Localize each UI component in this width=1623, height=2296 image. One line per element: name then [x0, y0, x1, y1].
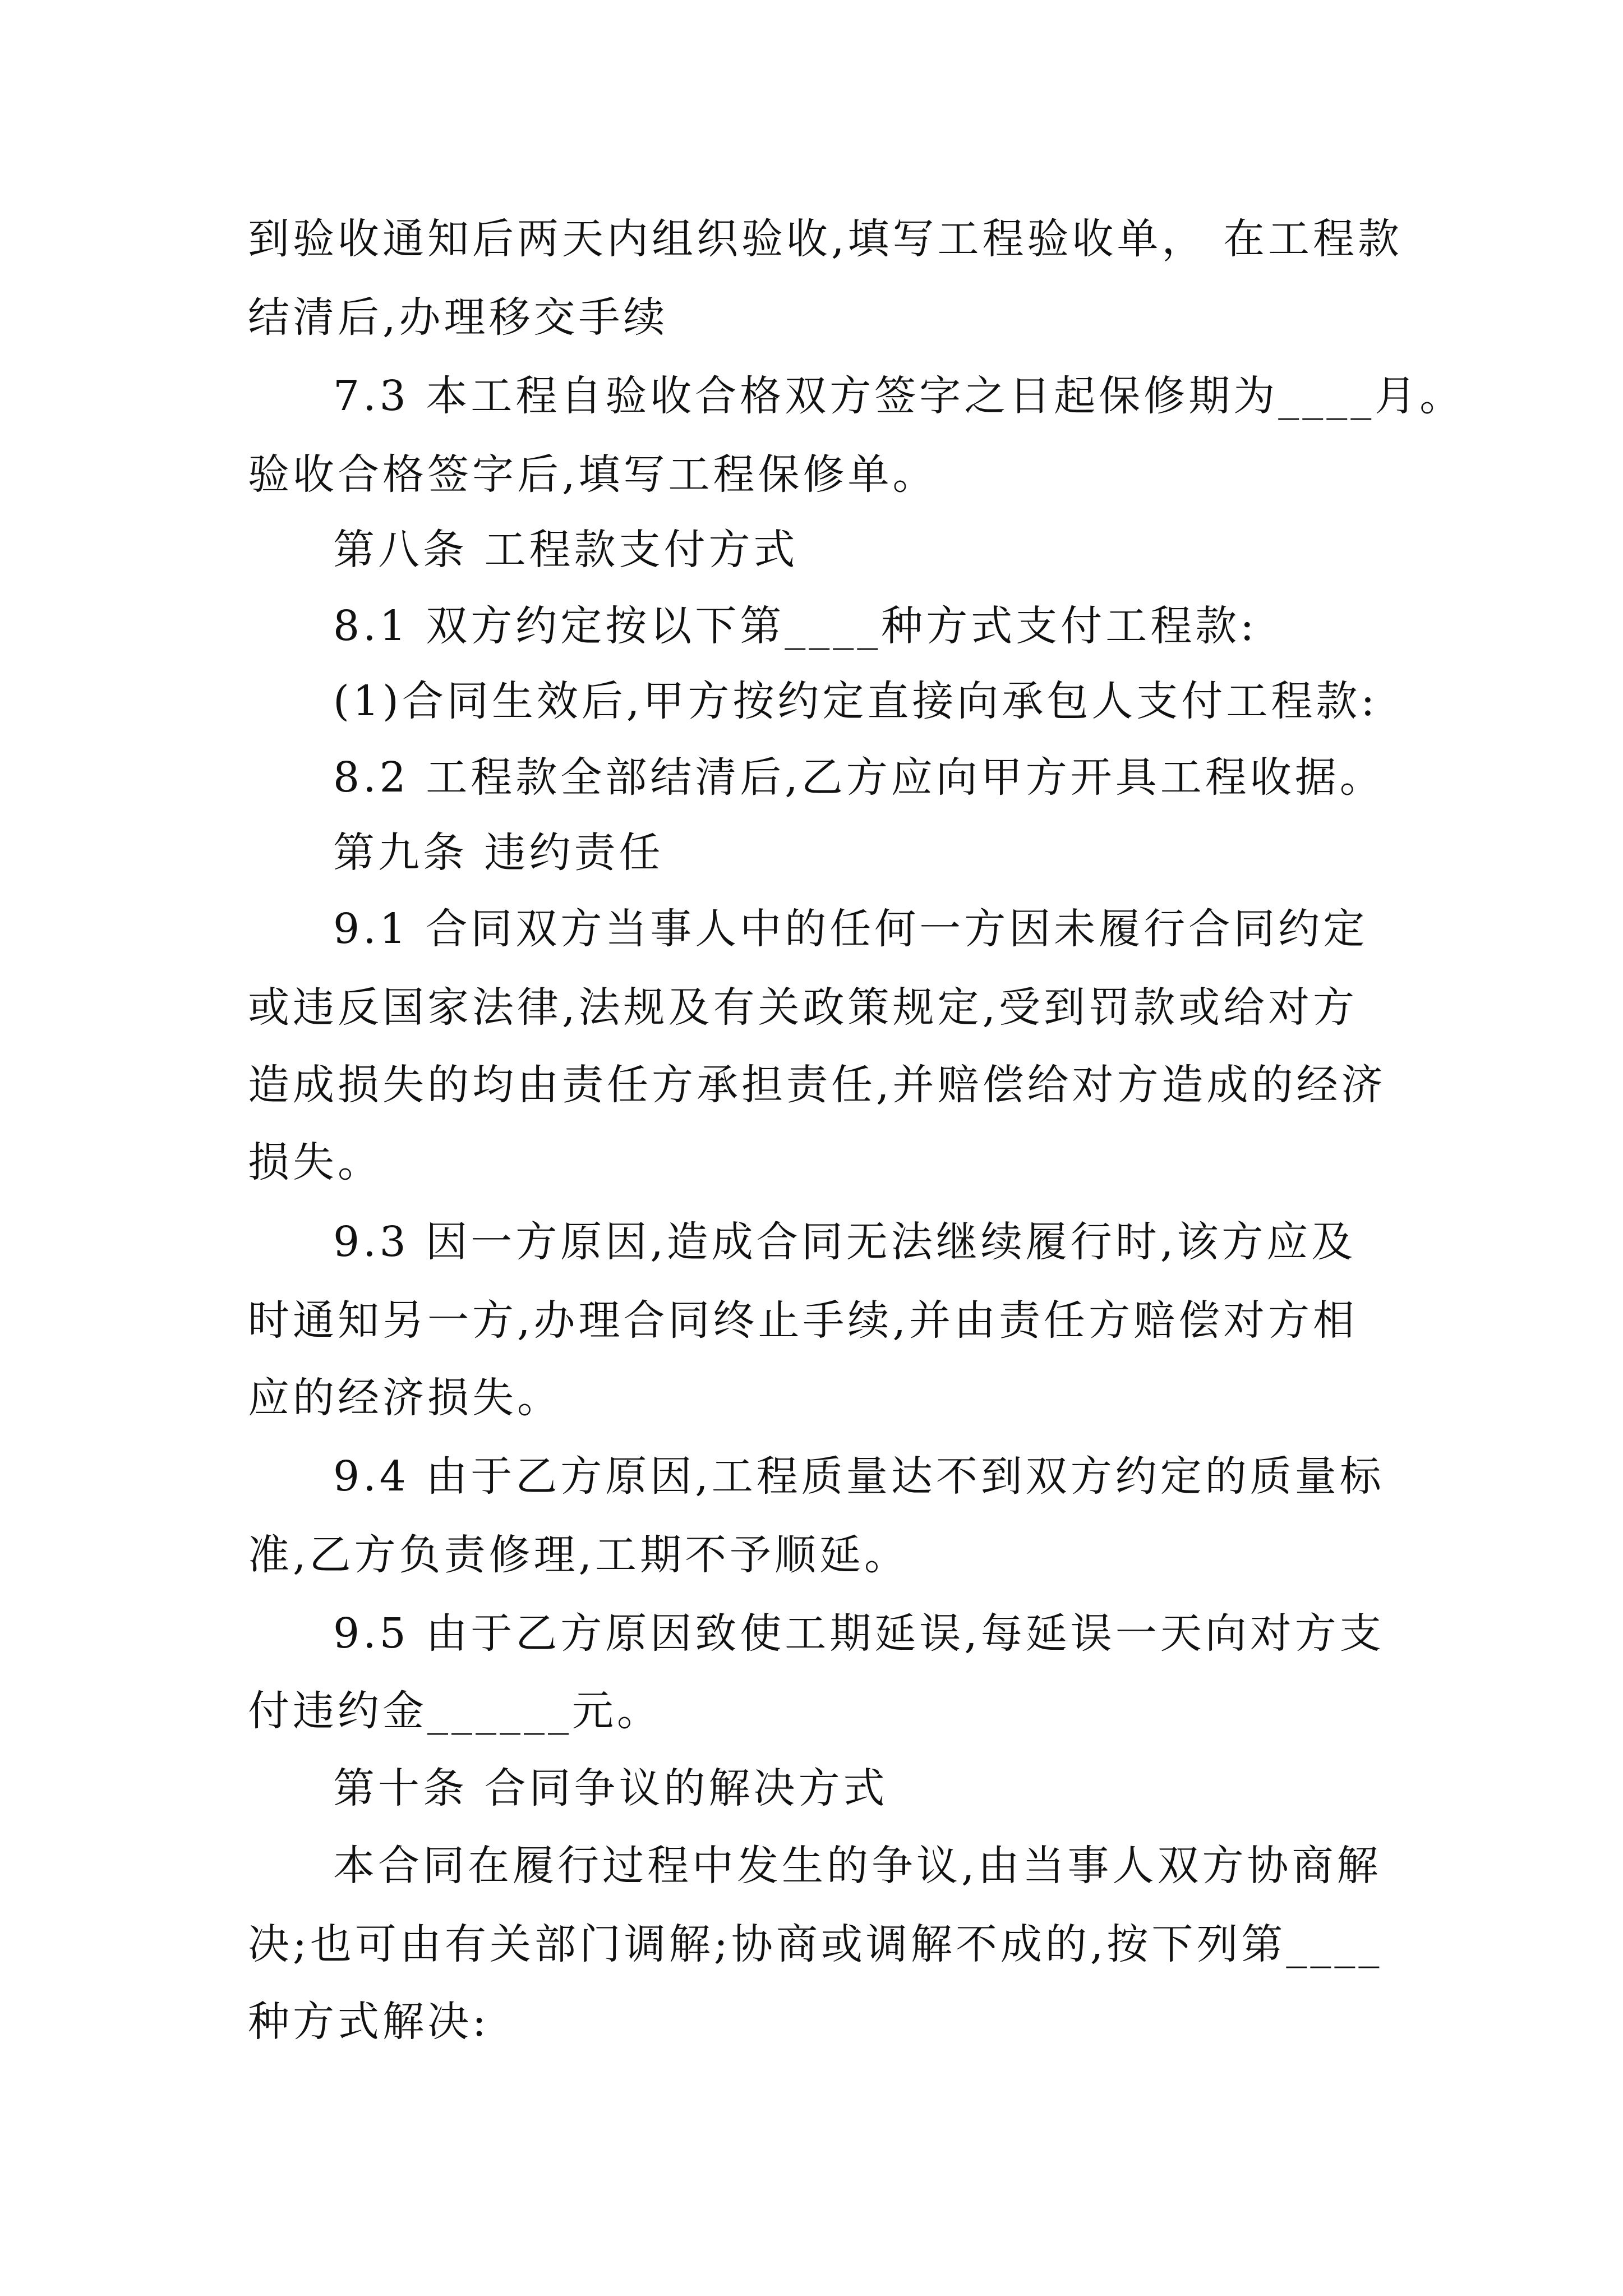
- paragraph-line: 准,乙方负责修理,工期不予顺延。: [248, 1531, 910, 1579]
- paragraph-line: 造成损失的均由责任方承担责任,并赔偿给对方造成的经济: [248, 1061, 1386, 1109]
- paragraph-line: 付违约金______元。: [248, 1687, 662, 1735]
- paragraph-line: 或违反国家法律,法规及有关政策规定,受到罚款或给对方: [248, 983, 1358, 1032]
- clause-7-3: 7.3 本工程自验收合格双方签字之日起保修期为____月。: [333, 372, 1465, 420]
- clause-8-1-option-1: (1)合同生效后,甲方按约定直接向承包人支付工程款:: [333, 677, 1378, 725]
- paragraph-line: 决;也可由有关部门调解;协商或调解不成的,按下列第____: [248, 1920, 1383, 1968]
- paragraph-line: 结清后,办理移交手续: [248, 293, 668, 342]
- clause-9-1: 9.1 合同双方当事人中的任何一方因未履行合同约定: [333, 905, 1368, 953]
- article-9-heading: 第九条 违约责任: [333, 829, 664, 877]
- clause-9-3: 9.3 因一方原因,造成合同无法继续履行时,该方应及: [333, 1218, 1357, 1266]
- paragraph-line: 损失。: [248, 1138, 382, 1186]
- article-8-heading: 第八条 工程款支付方式: [333, 526, 799, 574]
- article-10-body: 本合同在履行过程中发生的争议,由当事人双方协商解: [333, 1842, 1382, 1890]
- article-10-heading: 第十条 合同争议的解决方式: [333, 1764, 888, 1812]
- clause-8-1: 8.1 双方约定按以下第____种方式支付工程款:: [333, 602, 1258, 650]
- paragraph-line: 到验收通知后两天内组织验收,填写工程验收单， 在工程款: [248, 215, 1403, 263]
- paragraph-line: 时通知另一方,办理合同终止手续,并由责任方赔偿对方相: [248, 1296, 1358, 1345]
- paragraph-line: 应的经济损失。: [248, 1374, 562, 1422]
- paragraph-line: 种方式解决:: [248, 1998, 490, 2046]
- paragraph-line: 验收合格签字后,填写工程保修单。: [248, 450, 938, 499]
- clause-8-2: 8.2 工程款全部结清后,乙方应向甲方开具工程收据。: [333, 753, 1385, 802]
- clause-9-4: 9.4 由于乙方原因,工程质量达不到双方约定的质量标: [333, 1452, 1385, 1501]
- clause-9-5: 9.5 由于乙方原因致使工期延误,每延误一天向对方支: [333, 1609, 1385, 1658]
